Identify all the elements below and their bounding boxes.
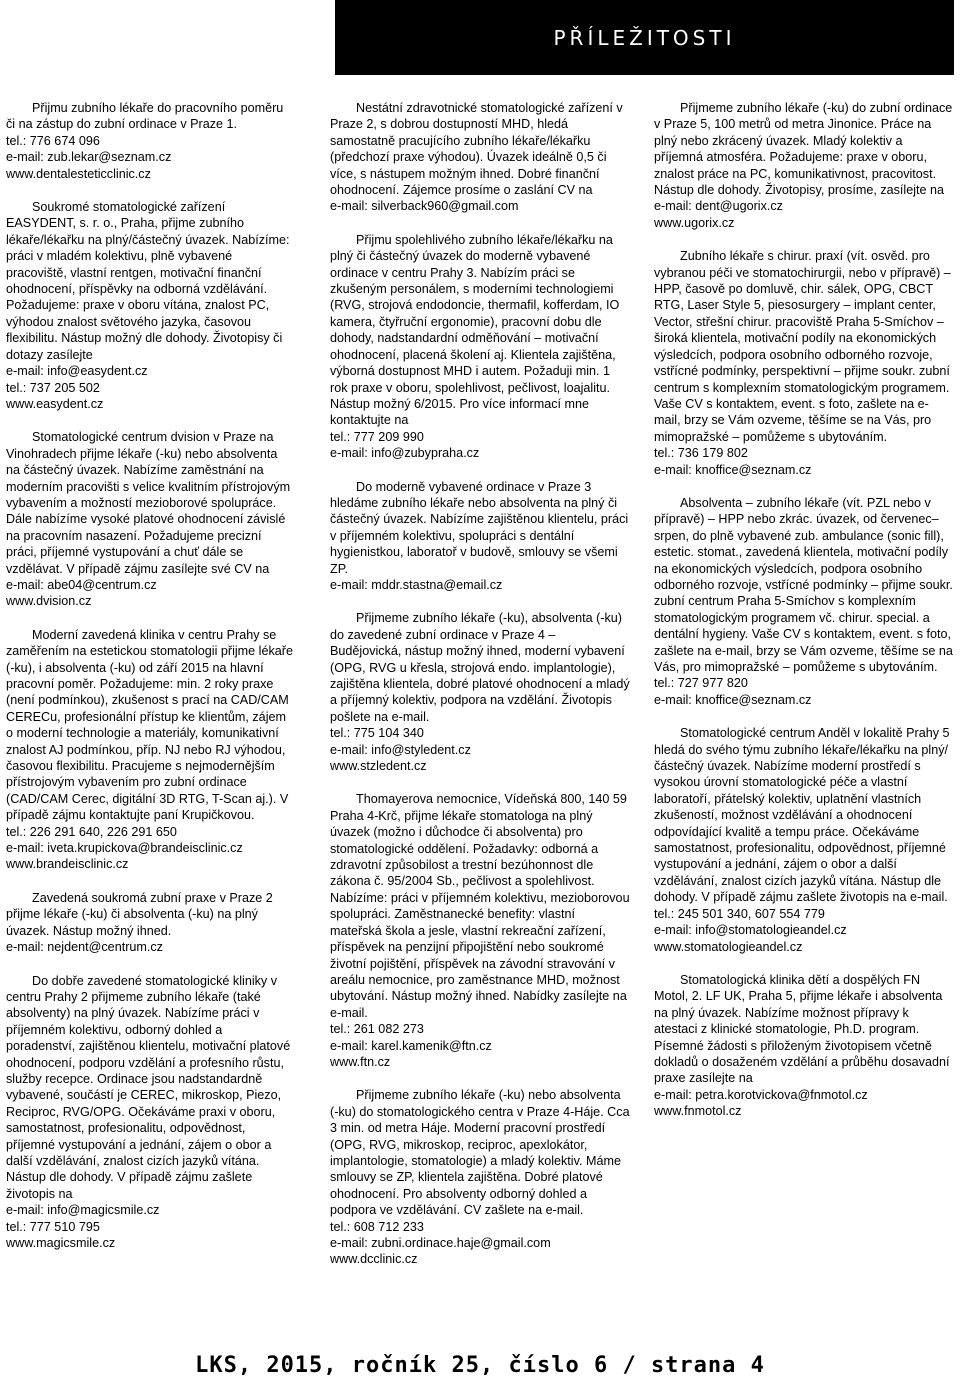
job-ad-contact: tel.: 261 082 273 — [330, 1022, 424, 1037]
job-ad-text: Moderní zavedená klinika v centru Prahy se zaměřením na estetickou stomatologii přijme lékaře (-ku), i absolventa (-ku) od září 2015 na hlavní pracovní poměr. Požadujeme: min. 2 roky praxe (není podmínkou), zkušenost s prací na CAD/CAM CERECu, profesionální přístup ke klientům, zájem o moderní technologie a materiály, komunikativní znalost AJ podmínkou, příp. NJ nebo RJ výhodou, časovou flexibilitu. Pracujeme s nejmodernějším přístrojovým vybavením pro zubní ordinace (CAD/CAM Cerec, digitální 3D RTG, T-Scan aj.). V případě zájmu kontaktujte paní Krupičkovou. — [6, 627, 293, 823]
job-ad-contact: e-mail: zub.lekar@seznam.cz — [6, 150, 172, 165]
job-ad-contact: tel.: 777 510 795 — [6, 1219, 100, 1234]
job-ad — [330, 232, 630, 462]
job-ad-text: Stomatologické centrum Anděl v lokalitě Prahy 5 hledá do svého týmu zubního lékaře/lékařku na plný/částečný úvazek. Nabízíme moderní prostředí s vysokou úrovní stomatologické péče a vlastní laboratoří, přátelský kolektiv, uplatnění vlastních zkušeností, možnost vzdělávání a ohodnocení odpovídající kvalitě a tempu práce. Očekáváme samostatnost, profesionalitu, odpovědnost, příjemné vystupování a jednání, zájem o obor a další vzdělávání, znalost cizích jazyků vítána. Nástup dle dohody. V případě zájmu zašlete životopis na e-mail. — [654, 726, 950, 905]
job-ad — [330, 479, 630, 594]
job-ad-contact: www.dvision.cz — [6, 594, 92, 609]
job-ad — [6, 199, 294, 412]
job-ad-text: Do dobře zavedené stomatologické kliniky v centru Prahy 2 přijmeme zubního lékaře (také absolventy) na plný úvazek. Nabízíme práci v příjemném kolektivu, odborný dohled a poradenství, zajištěnou klientelu, motivační platové ohodnocení, podporu vzdělání a profesního růstu, služby recepce. Ordinace jsou nadstandardně vybavené, součástí je CEREC, mikroskop, Piezo, Reciproc, RVG/OPG. Očekáváme praxi v oboru, samostatnost, profesionalitu, odpovědnost, příjemné vystupování a jednání, zájem o obor a další vzdělávání, znalost cizích jazyků vítána. Nástup dle dohody. V případě zájmu zašlete životopis na — [6, 973, 291, 1201]
job-ad-contact: e-mail: dent@ugorix.cz — [654, 199, 783, 214]
job-ad-contact: e-mail: info@magicsmile.cz — [6, 1203, 160, 1218]
job-ad — [654, 248, 954, 478]
job-ad-contact: www.dentalesteticclinic.cz — [6, 166, 151, 181]
job-ad-contact: tel.: 777 209 990 — [330, 429, 424, 444]
job-ad-contact: www.brandeisclinic.cz — [6, 857, 129, 872]
job-ad-contact: www.stomatologieandel.cz — [654, 939, 803, 954]
page-footer: LKS, 2015, ročník 25, číslo 6 / strana 4 — [195, 1353, 765, 1378]
job-ad-text: Přijmeme zubního lékaře (-ku) nebo absolventa (-ku) do stomatologického centra v Praze 4-Háje. Cca 3 min. od metra Háje. Moderní pracovní prostředí (OPG, RVG, mikroskop, reciproc, apexlokátor, implantologie, stomatologie) a mladý kolektiv. Máme smlouvy se ZP, klientela zajištěna. Dobré platové ohodnocení. Pro absolventy odborný dohled a podpora ve vzdělávání. CV zašlete na e-mail. — [330, 1088, 630, 1218]
column-2 — [330, 100, 630, 1285]
job-ad-contact: www.ugorix.cz — [654, 215, 735, 230]
job-ad-text: Přijmu zubního lékaře do pracovního poměru či na zástup do zubní ordinace v Praze 1. — [6, 101, 284, 132]
job-ad-text: Absolventa – zubního lékaře (vít. PZL nebo v přípravě) – HPP nebo zkrác. úvazek, od červenec–srpen, do plně vybavené zub. ambulance (sonic fill), estetic. stomat., zavedená klientela, motivační podíly na ekonomických výsledcích, podpora osobního odborného rozvoje, vstřícné podmínky – přijme soukr. zubní centrum Praha 5-Smíchov s komplexním stomatologickým programem vč. chirur. special. a dentální hygieny. Vaše CV s kontaktem, event. s foto, zašlete na e-mail, brzy se Vám ozveme, těšíme se na Vás, pro mimopražské – pomůžeme s ubytováním. — [654, 495, 953, 674]
job-ad-contact: e-mail: info@easydent.cz — [6, 364, 148, 379]
job-ad — [330, 610, 630, 774]
job-ad-contact: www.easydent.cz — [6, 396, 104, 411]
job-ad-contact: www.fnmotol.cz — [654, 1104, 742, 1119]
job-ad-text: Přijmeme zubního lékaře (-ku), absolventa (-ku) do zavedené zubní ordinace v Praze 4 – Budějovická, nástup možný ihned, moderní vybavení (OPG, RVG u křesla, strojová endo. implantologie), zajištěna klientela, dobré platové ohodnocení a mladý a příjemný kolektiv, podpora na vzdělání. Životopis pošlete na e-mail. — [330, 611, 630, 724]
job-ad-contact: e-mail: mddr.stastna@email.cz — [330, 577, 503, 592]
job-ad — [330, 100, 630, 215]
job-ad-contact: tel.: 737 205 502 — [6, 380, 100, 395]
job-ad-contact: www.magicsmile.cz — [6, 1236, 116, 1250]
job-ad-contact: tel.: 727 977 820 — [654, 676, 748, 691]
job-ad — [6, 627, 294, 873]
job-ad — [6, 973, 294, 1252]
column-3 — [654, 100, 954, 1137]
job-ad-contact: e-mail: info@stomatologieandel.cz — [654, 923, 847, 938]
job-ad — [654, 100, 954, 231]
job-ad — [330, 1087, 630, 1267]
job-ad-contact: tel.: 776 674 096 — [6, 133, 100, 148]
job-ad-contact: www.stzledent.cz — [330, 759, 427, 774]
section-title: PŘÍLEŽITOSTI — [553, 25, 736, 50]
section-banner — [335, 0, 954, 75]
job-ad-text: Soukromé stomatologické zařízení EASYDENT, s. r. o., Praha, přijme zubního lékaře/lékařku na plný/částečný úvazek. Nabízíme: práci v mladém kolektivu, plně vybavené pracoviště, vlastní rentgen, motivační finanční ohodnocení, příspěvky na odborná vzdělávání. Požadujeme: praxe v oboru vítána, znalost PC, výhodou znalost světového jazyka, časovou flexibilitu. Nástup možný dle dohody. Životopisy či dotazy zasílejte — [6, 200, 290, 362]
job-ad-contact: e-mail: zubni.ordinace.haje@gmail.com — [330, 1236, 551, 1250]
job-ad-text: Zubního lékaře s chirur. praxí (vít. osvěd. pro vybranou péči ve stomatochirurgii, nebo v přípravě) – HPP, časově po domluvě, chir. sálek, OPG, CBCT RTG, Laser Style 5, piesosurgery – implant center, Vector, střešní chirur. pracoviště Praha 5-Smíchov – široká klientela, motivační podíly na ekonomických výsledcích, podpora osobního odborného rozvoje, vstřícné podmínky, perspektivní – přijme soukr. zubní centrum s komplexním stomatologickým programem. Vaše CV s kontaktem, event. s foto, zašlete na e-mail, brzy se Vám ozveme, těšíme se na Vás, pro mimopražské – pomůžeme s ubytováním. — [654, 249, 951, 444]
job-ad-contact: e-mail: petra.korotvickova@fnmotol.cz — [654, 1087, 868, 1102]
job-ad-text: Zavedená soukromá zubní praxe v Praze 2 přijme lékaře (-ku) či absolventa (-ku) na plný úvazek. Nástup možný ihned. — [6, 890, 273, 938]
job-ad — [654, 495, 954, 708]
job-ad-contact: tel.: 245 501 340, 607 554 779 — [654, 906, 825, 921]
job-ad-text: Přijmu spolehlivého zubního lékaře/lékařku na plný či částečný úvazek do moderně vybavené ordinace v centru Prahy 3. Nabízím práci se zkušeným personálem, s moderními technologiemi (RVG, strojová endodoncie, thermafil, kofferdam, IO kamera, čtyřruční ergonomie), pracovní dobu dle dohody, nadstandardní odměňování – motivační ohodnocení, placená školení aj. Klientela zajištěna, výborná dostupnost MHD i autem. Požaduji min. 1 rok praxe v oboru, spolehlivost, pečlivost, loajalitu. Nástup možný 6/2015. Pro více informací mne kontaktujte na — [330, 232, 620, 428]
job-ad-contact: tel.: 775 104 340 — [330, 726, 424, 741]
job-ad-contact: tel.: 608 712 233 — [330, 1219, 424, 1234]
job-ad — [6, 890, 294, 956]
job-ad — [6, 429, 294, 609]
job-ad — [654, 972, 954, 1120]
column-1 — [6, 100, 294, 1268]
job-ad-contact: e-mail: nejdent@centrum.cz — [6, 940, 163, 955]
job-ad-contact: e-mail: knoffice@seznam.cz — [654, 692, 812, 707]
job-ad — [330, 791, 630, 1070]
job-ad-contact: e-mail: iveta.krupickova@brandeisclinic.cz — [6, 841, 243, 856]
job-ad-contact: e-mail: karel.kamenik@ftn.cz — [330, 1038, 492, 1053]
job-ad-contact: www.dcclinic.cz — [330, 1252, 418, 1267]
job-ad-contact: e-mail: info@styledent.cz — [330, 742, 471, 757]
job-ad-contact: e-mail: silverback960@gmail.com — [330, 199, 519, 214]
job-ad-text: Thomayerova nemocnice, Vídeňská 800, 140 59 Praha 4-Krč, přijme lékaře stomatologa na plný úvazek (možno i důchodce či absolventa) pro stomatologické oddělení. Požadavky: odborná a zdravotní způsobilost a trestní bezúhonnost dle zákona č. 95/2004 Sb., pečlivost a spolehlivost. Nabízíme: práci v příjemném kolektivu, mezioborovou spolupráci. Zaměstnanecké benefity: vlastní mateřská škola a jesle, vlastní rekreační zařízení, příspěvek na penzijní připojištění nebo soukromé životní pojištění, příspěvek na závodní stravování v areálu nemocnice, pro zaměstnance MHD, možnost ubytování. Nástup možný ihned. Nabídky zasílejte na e-mail. — [330, 792, 630, 1020]
job-ad-text: Stomatologické centrum dvision v Praze na Vinohradech přijme lékaře (-ku) nebo absolventa na částečný úvazek. Nabízíme zaměstnání na moderním pracovišti s velice kvalitním přístrojovým vybavením a možností mezioborové spolupráce. Dále nabízíme vysoké platové ohodnocení závislé na pracovním nasazení. Požadujeme precizní práci, příjemné vystupování a chuť dále se vzdělávat. V případě zájmu zasílejte své CV na — [6, 430, 291, 576]
job-ad-text: Stomatologická klinika dětí a dospělých FN Motol, 2. LF UK, Praha 5, přijme lékaře i absolventa na plný úvazek. Nabízíme možnost přípravy k atestaci z klinické stomatologie, Ph.D. program. Písemné žádosti s přiloženým životopisem včetně dokladů o dosaženém vzdělání a průběhu dosavadní praxe zasílejte na — [654, 972, 950, 1086]
job-ad-text: Přijmeme zubního lékaře (-ku) do zubní ordinace v Praze 5, 100 metrů od metra Jinonice. Práce na plný nebo zkrácený úvazek. Mladý kolektiv a příjemná atmosféra. Požadujeme: praxe v oboru, znalost práce na PC, komunikativnost, pracovitost. Nástup dle dohody. Životopisy, prosíme, zasílejte na — [654, 101, 953, 198]
job-ad-text: Nestátní zdravotnické stomatologické zařízení v Praze 2, s dobrou dostupností MHD, hledá samostatně pracujícího zubního lékaře/lékařku (předchozí praxe výhodou). Úvazek ideálně 0,5 či více, s nástupem možným ihned. Dobré finanční ohodnocení. Zájemce prosíme o zaslání CV na — [330, 101, 623, 198]
job-ad-contact: www.ftn.cz — [330, 1054, 391, 1069]
job-ad-contact: e-mail: knoffice@seznam.cz — [654, 462, 812, 477]
job-ad-contact: tel.: 736 179 802 — [654, 446, 748, 461]
job-ad-contact: e-mail: info@zubypraha.cz — [330, 446, 480, 461]
job-ad-text: Do moderně vybavené ordinace v Praze 3 hledáme zubního lékaře nebo absolventa na plný či částečný úvazek. Nabízíme zajištěnou klientelu, práci v příjemném kolektivu, spolupráci s dentální hygienistkou, laboratoř v budově, smlouvy se všemi ZP. — [330, 479, 629, 576]
job-ad — [654, 725, 954, 955]
job-ad-contact: tel.: 226 291 640, 226 291 650 — [6, 824, 177, 839]
job-ad-contact: e-mail: abe04@centrum.cz — [6, 577, 157, 592]
job-ad — [6, 100, 294, 182]
